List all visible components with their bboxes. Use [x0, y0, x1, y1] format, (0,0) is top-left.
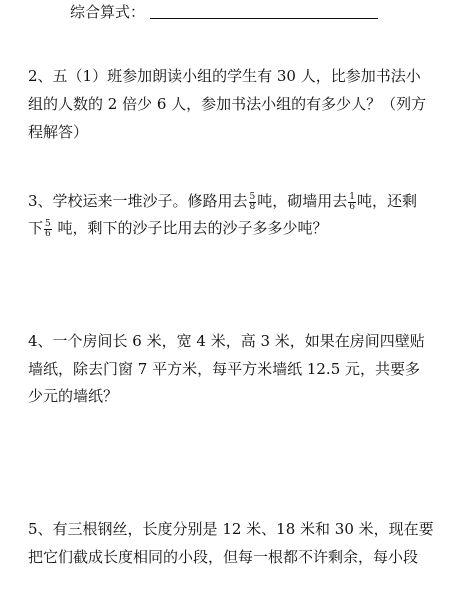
question-3-text-d: 下	[28, 219, 44, 237]
question-3-text-b: 吨，砌墙用去	[257, 192, 348, 210]
fraction-one-sixth: $\frac{1}{6}$	[349, 191, 356, 212]
question-3-line-2	[28, 218, 458, 239]
question-4-line-2: 墙纸，除去门窗 7 平方米，每平方米墙纸 12.5 元，共要多	[28, 360, 421, 378]
question-2-line-1: 2、五（1）班参加朗读小组的学生有 30 人，比参加书法小	[28, 67, 421, 85]
question-5-line-1: 5、有三根钢丝，长度分别是 12 米、18 米和 30 米，现在要	[28, 520, 434, 538]
question-5-line-2: 把它们截成长度相同的小段，但每一根都不许剩余，每小段	[28, 548, 419, 566]
question-4-line-3: 少元的墙纸？	[28, 387, 119, 405]
fraction-five-sixths: $\frac{5}{6}$	[45, 218, 51, 239]
formula-answer-blank[interactable]	[150, 18, 378, 19]
question-3-text-c: 吨，还剩	[357, 192, 418, 210]
fraction-five-eighths: $\frac{5}{8}$	[249, 191, 256, 212]
question-3-line-1	[28, 191, 458, 212]
question-2-line-3: 程解答）	[28, 123, 89, 141]
question-4-line-1: 4、一个房间长 6 米，宽 4 米，高 3 米，如果在房间四壁贴	[28, 332, 425, 350]
question-3-text-e: 吨，剩下的沙子比用去的沙子多多少吨？	[52, 219, 328, 237]
question-2-line-2: 组的人数的 2 倍少 6 人，参加书法小组的有多少人？（列方	[28, 95, 427, 113]
question-3-text-a: 3、学校运来一堆沙子。修路用去	[28, 192, 248, 210]
formula-label: 综合算式：	[70, 3, 146, 21]
